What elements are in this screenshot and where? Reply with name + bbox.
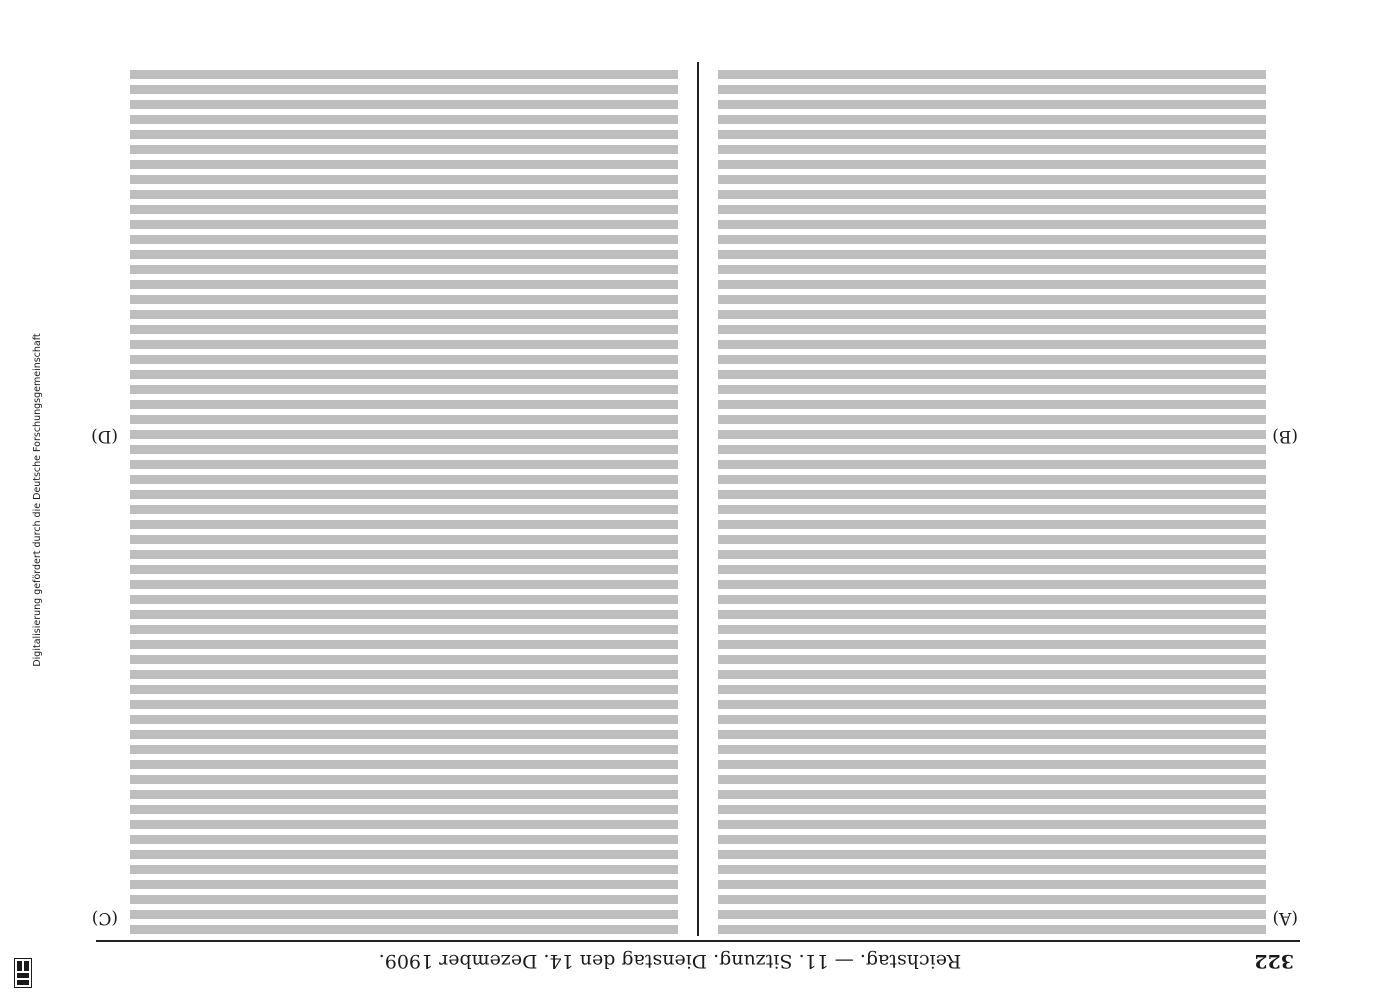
header-rule bbox=[96, 940, 1300, 942]
left-column bbox=[718, 64, 1266, 934]
right-column bbox=[130, 64, 678, 934]
digitization-attribution: Digitalisierung gefördert durch die Deutsche Forschungsgemeinschaft bbox=[32, 333, 43, 667]
left-column-text bbox=[718, 64, 1266, 934]
printed-page bbox=[91, 60, 1300, 972]
margin-marker-b: (B) bbox=[1272, 426, 1298, 446]
page-number: 322 bbox=[1254, 950, 1294, 972]
column-divider bbox=[697, 62, 699, 936]
margin-marker-a: (A) bbox=[1272, 908, 1298, 928]
right-column-text bbox=[130, 64, 678, 934]
running-head: Reichstag. — 11. Sitzung. Dienstag den 14. Dezember 1909. bbox=[378, 950, 962, 972]
margin-marker-c: (C) bbox=[91, 908, 118, 928]
margin-marker-d: (D) bbox=[91, 426, 118, 446]
dfg-logo bbox=[14, 958, 32, 988]
